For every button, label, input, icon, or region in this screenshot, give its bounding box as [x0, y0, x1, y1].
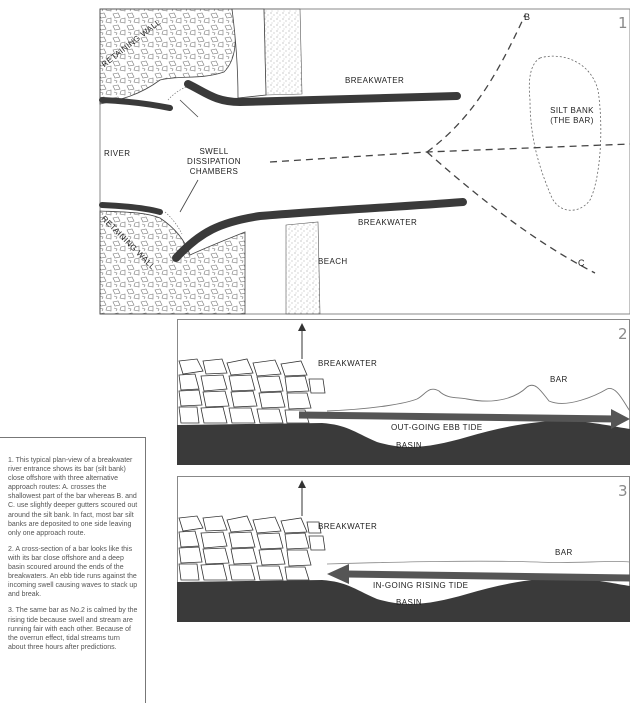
figure-number-3: 3 — [618, 482, 628, 500]
approach-route-c — [427, 152, 595, 273]
ebb-label-basin: BASIN — [396, 441, 423, 450]
rising-tide-arrow — [347, 574, 630, 578]
ebb-tide-arrow — [299, 415, 617, 419]
label-route-b: B — [524, 12, 531, 22]
label-swell-line-3: CHAMBERS — [189, 167, 239, 176]
label-breakwater-top: BREAKWATER — [345, 76, 405, 85]
label-river: RIVER — [104, 149, 131, 158]
ebb-bar-waves — [327, 385, 630, 411]
figure-number-1: 1 — [618, 14, 628, 32]
rising-label-basin: BASIN — [396, 598, 423, 607]
label-route-c: C — [578, 258, 585, 268]
beach-strip-bottom — [286, 222, 320, 314]
breakwater-bottom-stub — [102, 205, 160, 212]
rising-breakwater-stones — [179, 516, 325, 580]
label-breakwater-bottom: BREAKWATER — [358, 218, 418, 227]
label-silt-bank — [536, 106, 608, 126]
caption-paragraph-3: 3. The same bar as No.2 is calmed by the rising tide because swell and stream are running fair with each other. Because of the overrun effect, tidal streams turn about three hours after predictions. — [8, 607, 138, 651]
rising-label-breakwater: BREAKWATER — [318, 522, 378, 531]
rising-section-figure — [177, 476, 630, 622]
plan-view-figure — [0, 0, 630, 315]
rising-water-surface — [327, 561, 630, 564]
breakwater-top-stub — [102, 100, 170, 108]
approach-route-b — [427, 15, 525, 152]
beach-strip-top — [264, 9, 302, 95]
ebb-tide-arrowhead — [611, 409, 630, 429]
caption-paragraph-2: 2. A cross-section of a bar looks like this with its bar close offshore and a deep basin scoured around the ends of the breakwaters. An ebb tide runs against the incoming swell causing waves to stack up and break. — [8, 545, 138, 599]
ebb-label-breakwater: BREAKWATER — [318, 359, 378, 368]
label-retaining-wall-top: RETAINING WALL — [100, 17, 163, 70]
ebb-label-bar: BAR — [550, 375, 568, 384]
ebb-pointer-arrowhead — [298, 323, 306, 331]
ebb-label-tide: OUT-GOING EBB TIDE — [391, 423, 483, 432]
label-silt-line-2: (THE BAR) — [550, 116, 594, 125]
swell-pointer-top — [180, 100, 198, 117]
plan-view-drawing — [0, 0, 630, 315]
label-beach: BEACH — [318, 257, 348, 266]
label-swell-line-2: DISSIPATION — [187, 157, 241, 166]
caption-box — [0, 437, 146, 703]
rising-label-bar: BAR — [555, 548, 573, 557]
silt-bank-outline — [529, 56, 601, 210]
figure-number-2: 2 — [618, 325, 628, 343]
label-silt-line-1: SILT BANK — [550, 106, 594, 115]
ebb-section-figure — [177, 319, 630, 465]
label-swell-chambers — [178, 147, 250, 177]
label-swell-line-1: SWELL — [199, 147, 229, 156]
rising-label-tide: IN-GOING RISING TIDE — [373, 581, 469, 590]
label-retaining-wall-bottom: RETAINING WALL — [99, 214, 158, 272]
breakwater-top — [188, 84, 457, 102]
caption-paragraph-1: 1. This typical plan-view of a breakwater river entrance shows its bar (silt bank) close offshore with three alternative approach routes: A. crosses the shallowest part of the bar whereas B. and C. use slightly deeper gutters scoured out around the silt bank. In fact, most bar silt banks are deposited to one side leaving only one approach route. — [8, 457, 138, 537]
rising-pointer-arrowhead — [298, 480, 306, 488]
bank-strip-top — [232, 9, 266, 98]
swell-pointer-bottom — [180, 180, 198, 212]
approach-route-a — [270, 144, 630, 162]
